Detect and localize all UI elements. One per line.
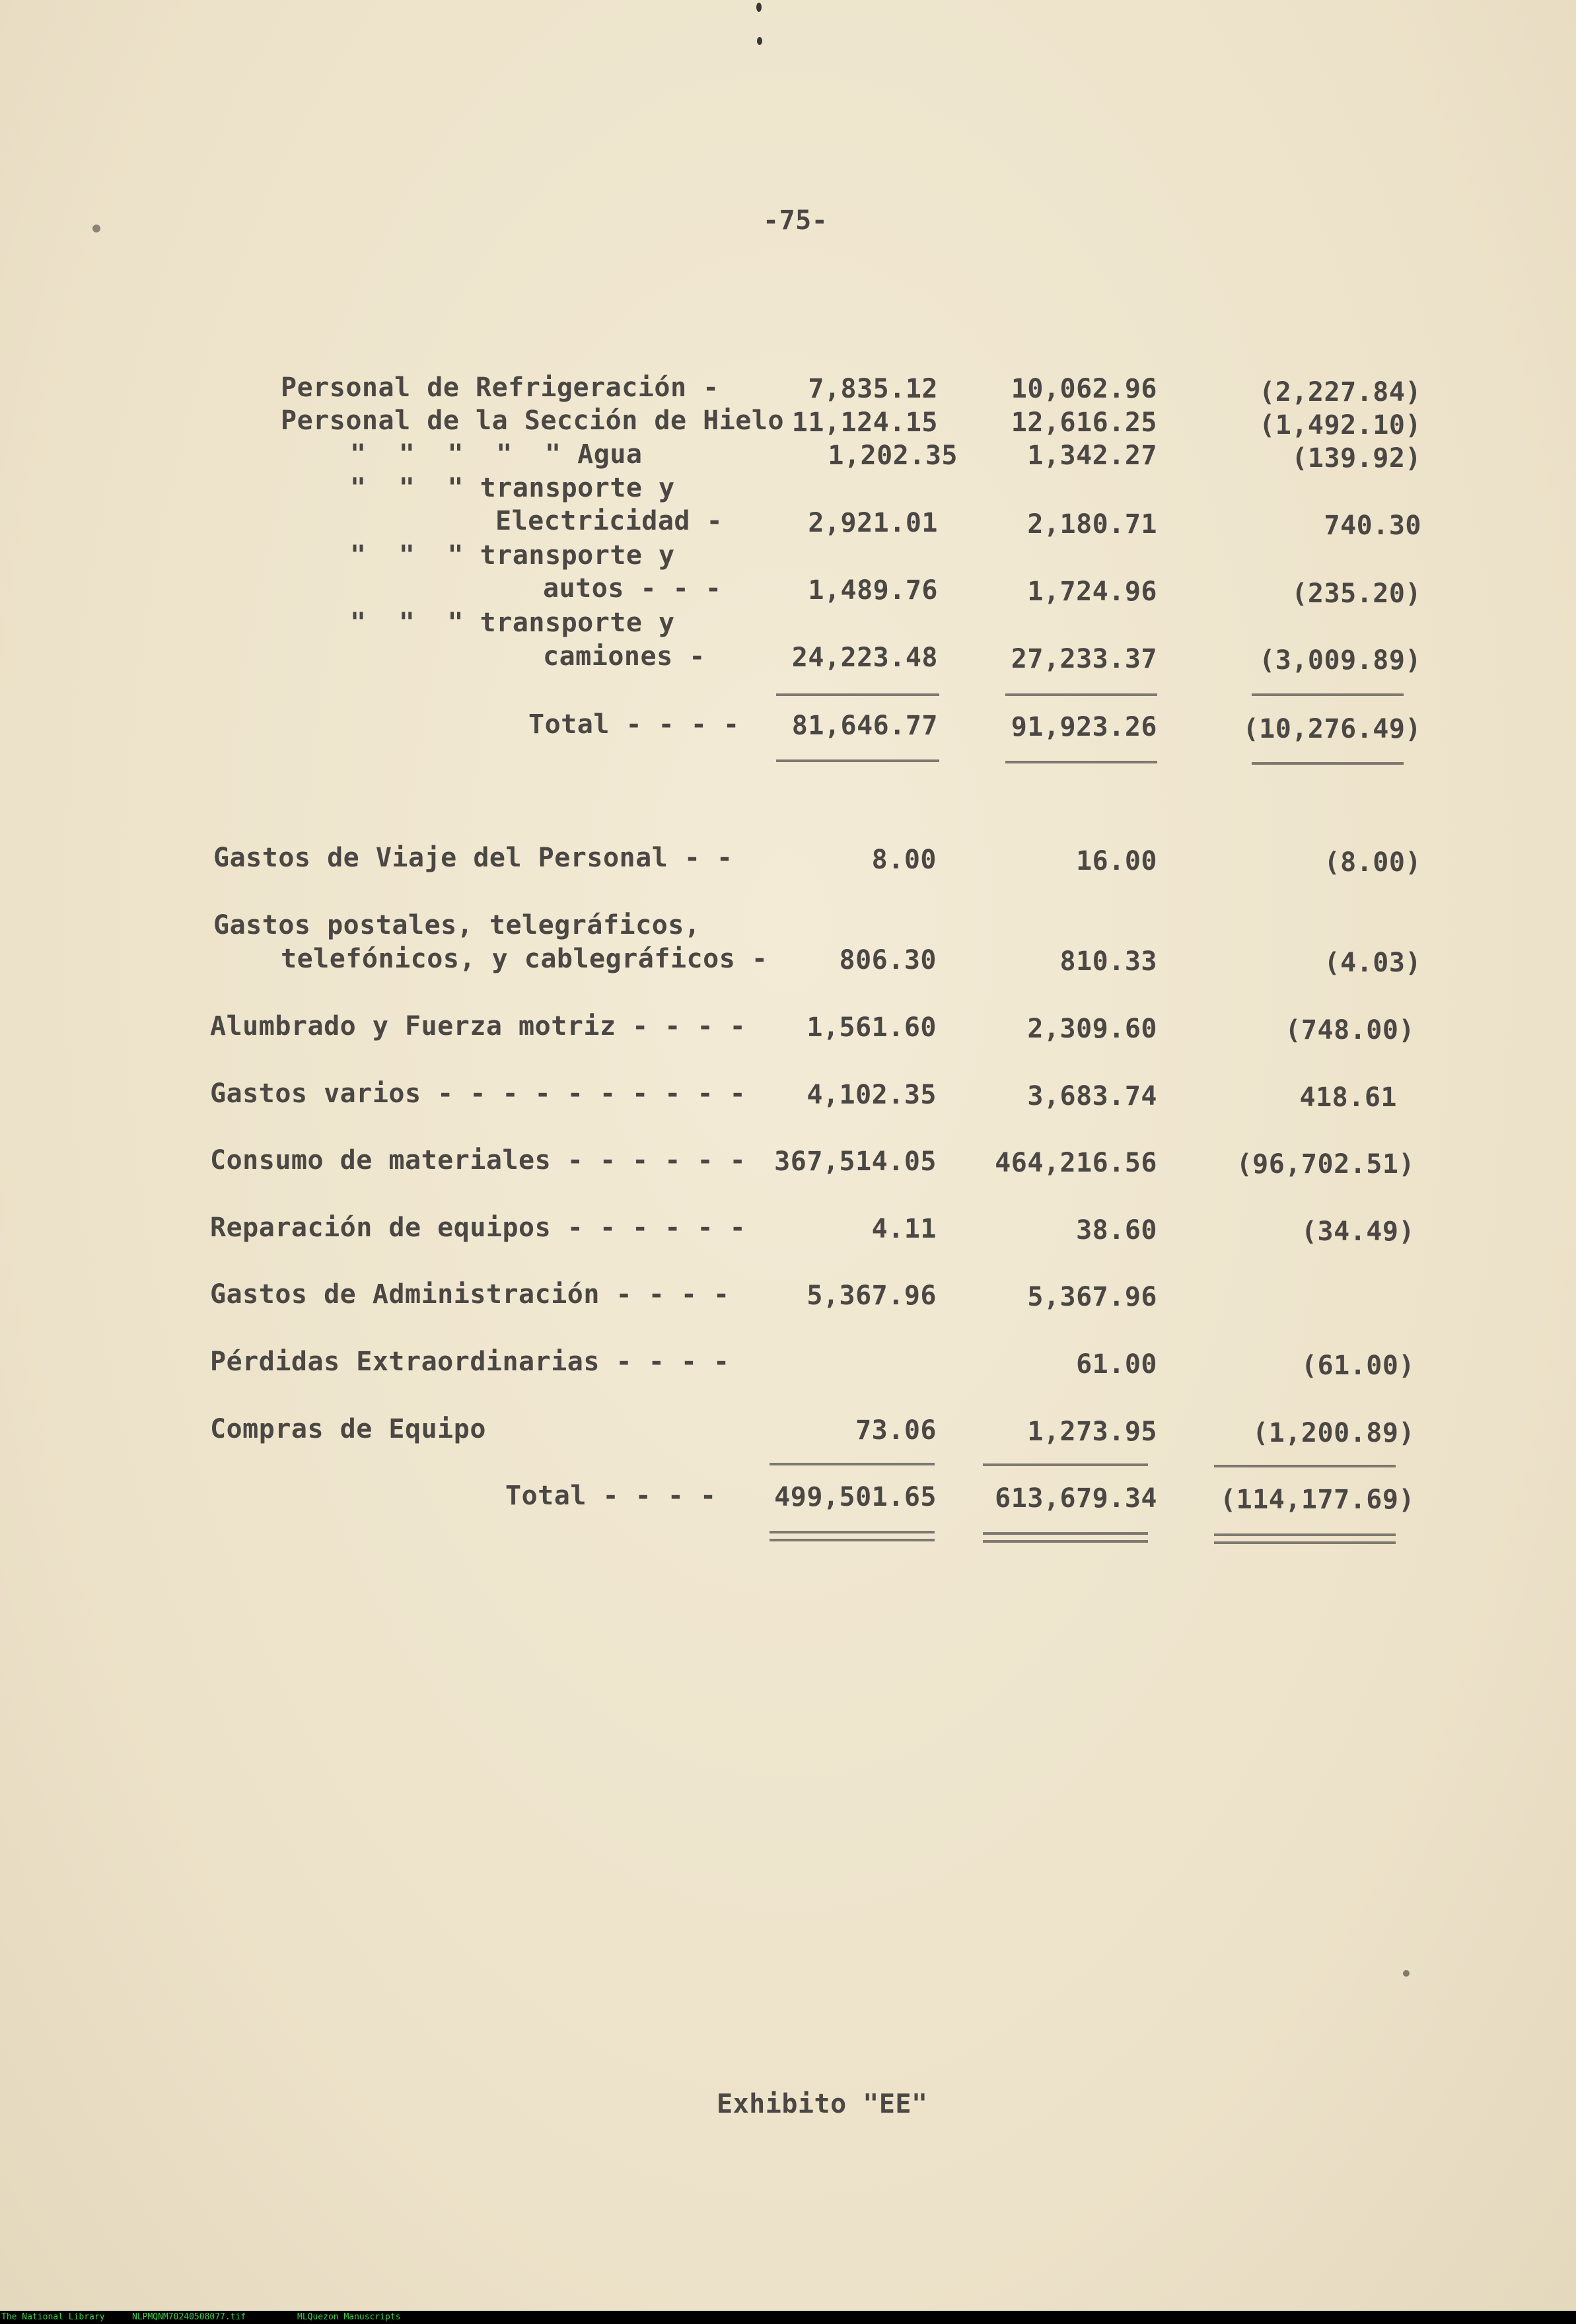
footer-collection: MLQuezon Manuscripts: [297, 2312, 401, 2322]
value-col-3: (2,227.84): [1259, 377, 1421, 407]
value-col-1: 1,489.76: [808, 575, 938, 606]
value-col-1: 2,921.01: [808, 508, 938, 538]
value-col-3: (96,702.51): [1236, 1149, 1415, 1180]
value-col-2: 810.33: [1059, 946, 1157, 977]
value-col-2: 16.00: [1076, 846, 1157, 876]
value-col-2: 5,367.96: [1027, 1282, 1157, 1312]
total-rule: [776, 759, 939, 762]
value-col-3: (139.92): [1291, 443, 1421, 474]
total-col-2: 613,679.34: [995, 1483, 1157, 1514]
punch-mark: [757, 37, 762, 45]
subtotal-rule: [1214, 1465, 1396, 1467]
value-col-2: 1,342.27: [1027, 440, 1157, 471]
value-col-2: 3,683.74: [1027, 1081, 1157, 1111]
double-rule: [1214, 1541, 1396, 1544]
punch-mark: [756, 3, 762, 12]
value-col-1: 73.06: [855, 1415, 937, 1446]
value-col-1: 1,202.35: [828, 440, 958, 471]
speck: [92, 225, 100, 232]
double-rule: [770, 1531, 935, 1533]
value-col-3: (61.00): [1301, 1351, 1415, 1381]
value-col-3: (748.00): [1285, 1015, 1415, 1045]
value-col-2: 38.60: [1076, 1215, 1157, 1246]
row-label: " " " transporte y: [350, 608, 675, 638]
value-col-1: 1,561.60: [806, 1012, 937, 1043]
row-label: Gastos varios - - - - - - - - - -: [210, 1078, 746, 1109]
row-label: Consumo de materiales - - - - - -: [210, 1145, 746, 1176]
row-label-cont: Electricidad -: [495, 506, 723, 536]
total-label: Total - - - -: [505, 1481, 717, 1511]
double-rule: [1214, 1533, 1396, 1536]
value-col-1: 5,367.96: [806, 1281, 937, 1311]
value-col-2: 464,216.56: [995, 1148, 1157, 1178]
subtotal-rule: [1252, 693, 1404, 696]
total-col-3: (114,177.69): [1220, 1485, 1415, 1515]
double-rule: [770, 1539, 935, 1541]
row-label-cont: telefónicos, y cablegráficos -: [281, 944, 768, 974]
value-col-1: 4,102.35: [806, 1080, 937, 1110]
subtotal-rule: [776, 693, 939, 696]
row-label: Pérdidas Extraordinarias - - - -: [210, 1347, 730, 1377]
subtotal-rule: [770, 1463, 935, 1465]
row-label: " " " transporte y: [350, 473, 675, 503]
value-col-1: 7,835.12: [808, 374, 938, 404]
subtotal-rule: [983, 1463, 1148, 1466]
total-col-1: 81,646.77: [791, 711, 938, 741]
subtotal-rule: [1005, 693, 1157, 696]
value-col-3: (34.49): [1301, 1216, 1415, 1247]
row-label: Reparación de equipos - - - - - -: [210, 1213, 746, 1243]
value-col-2: 12,616.25: [1011, 407, 1157, 438]
row-label-cont: autos - - -: [543, 573, 722, 604]
row-label: " " " transporte y: [350, 540, 675, 571]
total-rule: [1252, 762, 1404, 765]
row-label: Gastos de Viaje del Personal - -: [213, 843, 733, 873]
row-label: " " " " " Agua: [350, 439, 643, 470]
scan-footer: [0, 2311, 1576, 2324]
value-col-2: 2,180.71: [1027, 509, 1157, 540]
row-label: Gastos de Administración - - - -: [210, 1279, 730, 1310]
value-col-2: 27,233.37: [1011, 644, 1157, 674]
value-col-1: 4.11: [871, 1214, 937, 1244]
value-col-2: 2,309.60: [1027, 1014, 1157, 1044]
total-col-1: 499,501.65: [774, 1482, 937, 1512]
footer-file-id: NLPMQNM70240508077.tif: [132, 2312, 246, 2322]
total-rule: [1005, 761, 1157, 763]
value-col-3: (3,009.89): [1259, 645, 1421, 676]
value-col-3: (8.00): [1324, 847, 1421, 878]
value-col-2: 61.00: [1076, 1349, 1157, 1380]
double-rule: [983, 1532, 1148, 1535]
value-col-3: (235.20): [1291, 579, 1421, 609]
value-col-1: 806.30: [839, 945, 937, 975]
value-col-1: 11,124.15: [791, 407, 938, 438]
row-label-cont: camiones -: [543, 641, 705, 672]
value-col-2: 1,724.96: [1027, 577, 1157, 607]
value-col-1: 367,514.05: [774, 1146, 937, 1177]
total-col-3: (10,276.49): [1242, 714, 1421, 744]
value-col-3: 740.30: [1324, 511, 1421, 541]
value-col-1: 8.00: [871, 845, 937, 875]
page-number: -75-: [763, 205, 828, 236]
exhibit-label: Exhibito "EE": [717, 2089, 928, 2119]
value-col-3: (1,492.10): [1259, 410, 1421, 440]
row-label: Alumbrado y Fuerza motriz - - - -: [210, 1011, 746, 1041]
row-label: Personal de Refrigeración -: [281, 372, 719, 403]
value-col-3: (1,200.89): [1252, 1418, 1415, 1448]
total-label: Total - - - -: [528, 709, 740, 740]
value-col-3: (4.03): [1324, 948, 1421, 978]
row-label: Personal de la Sección de Hielo: [281, 405, 785, 436]
footer-library: The National Library: [1, 2312, 105, 2322]
total-col-2: 91,923.26: [1011, 712, 1157, 742]
value-col-2: 1,273.95: [1027, 1417, 1157, 1447]
value-col-3: 418.61: [1299, 1082, 1397, 1113]
value-col-2: 10,062.96: [1011, 374, 1157, 404]
double-rule: [983, 1540, 1148, 1543]
speck: [1403, 1970, 1410, 1977]
value-col-1: 24,223.48: [791, 643, 938, 673]
row-label: Compras de Equipo: [210, 1414, 486, 1444]
row-label: Gastos postales, telegráficos,: [213, 910, 701, 940]
